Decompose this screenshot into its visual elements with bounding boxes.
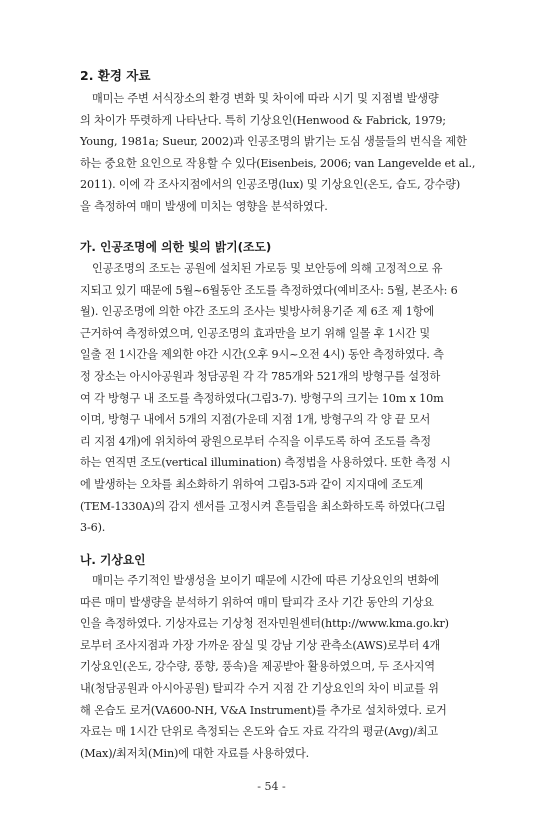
text-line: 3-6). bbox=[80, 521, 106, 535]
text-line: 내(청담공원과 아시아공원) 탈피각 수거 지점 간 기상요인의 차이 비교를 위 bbox=[80, 681, 439, 695]
text-line: Young, 1981a; Sueur, 2002)과 인공조명의 밝기는 도심 생물들의 번식을 제한 bbox=[80, 135, 467, 149]
subsection-a-title: 가. 인공조명에 의한 빛의 밝기(조도) bbox=[80, 240, 272, 254]
text-line: 이며, 방형구 내에서 5개의 지점(가운데 지점 1개, 방형구의 각 양 끝 모서 bbox=[80, 413, 431, 427]
text-line: 월). 인공조명에 의한 야간 조도의 조사는 빛방사허용기준 제 6조 제 1항에 bbox=[80, 305, 435, 319]
text-line: 자료는 매 1시간 단위로 측정되는 온도와 습도 자료 각각의 평균(Avg)/최고 bbox=[80, 725, 439, 739]
subsection-a-paragraph bbox=[80, 258, 475, 539]
subsection-b-title: 나. 기상요인 bbox=[80, 553, 146, 567]
text-line: 의 차이가 뚜렷하게 나타난다. 특히 기상요인(Henwood & Fabrick, 1979; bbox=[80, 113, 446, 127]
text-line: 일출 전 1시간을 제외한 야간 시간(오후 9시~오전 4시) 동안 측정하였다. 측 bbox=[80, 348, 444, 362]
text-line: 여 각 방형구 내 조도를 측정하였다(그림3-7). 방형구의 크기는 10m x 10m bbox=[80, 391, 444, 405]
text-line: 매미는 주기적인 발생성을 보이기 때문에 시간에 따른 기상요인의 변화에 bbox=[92, 574, 439, 587]
text-line: 따른 매미 발생량을 분석하기 위하여 매미 탈피각 조사 기간 동안의 기상요 bbox=[80, 595, 434, 609]
text-line: 정 장소는 아시아공원과 청담공원 각 각 785개와 521개의 방형구를 설정하 bbox=[80, 369, 441, 383]
text-line: 에 발생하는 오차를 최소화하기 위하여 그림3-5과 같이 지지대에 조도계 bbox=[80, 477, 424, 491]
text-line: 을 측정하여 매미 발생에 미치는 영향을 분석하였다. bbox=[80, 199, 328, 213]
text-line: 리 지점 4개)에 위치하여 광원으로부터 수직을 이루도록 하여 조도를 측정 bbox=[80, 434, 431, 448]
text-line: 근거하여 측정하였으며, 인공조명의 효과만을 보기 위해 일몰 후 1시간 및 bbox=[80, 326, 431, 340]
section-title: 2. 환경 자료 bbox=[80, 68, 151, 83]
text-line: (Max)/최저치(Min)에 대한 자료를 사용하였다. bbox=[80, 746, 310, 760]
intro-paragraph bbox=[80, 88, 475, 218]
text-line: 2011). 이에 각 조사지점에서의 인공조명(lux) 및 기상요인(온도, 습도, 강수량) bbox=[80, 178, 461, 192]
text-line: 기상요인(온도, 강수량, 풍향, 풍속)을 제공받아 활용하였으며, 두 조사지역 bbox=[80, 660, 435, 674]
text-line: (TEM-1330A)의 감지 센서를 고정시켜 흔들림을 최소화하도록 하였다(그림 bbox=[80, 499, 446, 513]
text-line: 인을 측정하였다. 기상자료는 기상청 전자민원센터(http://www.kma.go.kr) bbox=[80, 617, 449, 631]
subsection-b-paragraph bbox=[80, 570, 475, 764]
text-line: 지되고 있기 때문에 5월~6월동안 조도를 측정하였다(예비조사: 5월, 본조사: 6 bbox=[80, 283, 458, 297]
page-number: - 54 - bbox=[257, 780, 286, 793]
text-line: 인공조명의 조도는 공원에 설치된 가로등 및 보안등에 의해 고정적으로 유 bbox=[92, 262, 443, 275]
text-line: 로부터 조사지점과 가장 가까운 잠실 및 강남 기상 관측소(AWS)로부터 4개 bbox=[80, 638, 441, 652]
text-line: 매미는 주변 서식장소의 환경 변화 및 차이에 따라 시기 및 지점별 발생량 bbox=[92, 92, 439, 105]
text-line: 하는 연직면 조도(vertical illumination) 측정법을 사용하였다. 또한 측정 시 bbox=[80, 456, 451, 470]
text-line: 해 온습도 로거(VA600-NH, V&A Instrument)를 추가로 설치하였다. 로거 bbox=[80, 703, 447, 717]
text-line: 하는 중요한 요인으로 작용할 수 있다(Eisenbeis, 2006; van Langevelde et al., bbox=[80, 156, 476, 170]
